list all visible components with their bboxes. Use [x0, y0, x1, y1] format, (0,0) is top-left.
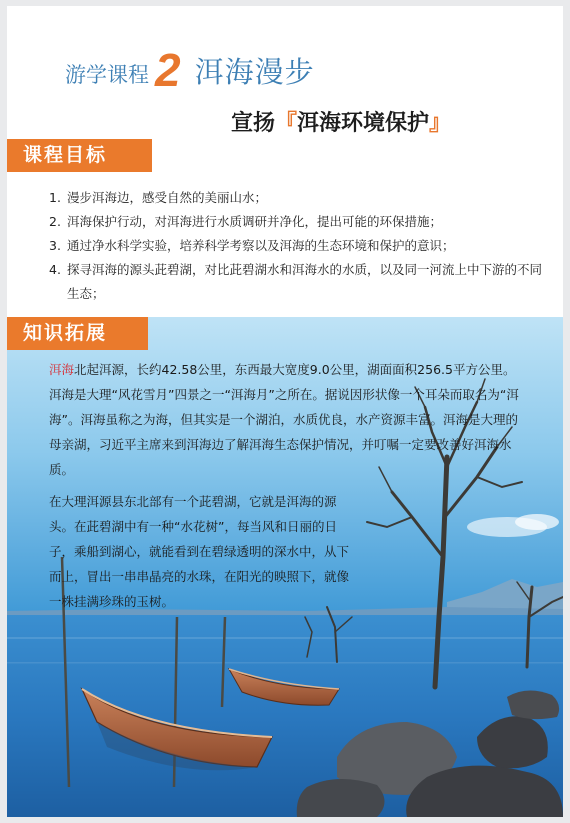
course-name: 洱海漫步	[194, 55, 315, 89]
course-prefix: 游学课程	[65, 63, 149, 87]
knowledge-section-title: 知识拓展	[7, 317, 148, 350]
goal-text: 通过净水科学实验，培养科学考察以及洱海的生态环境和保护的意识；	[67, 238, 455, 253]
course-subtitle	[231, 106, 451, 137]
subtitle-close-bracket: 』	[429, 110, 452, 136]
goal-number: 3.	[49, 238, 61, 253]
highlight-keyword: 洱海	[49, 362, 75, 377]
goal-item	[49, 186, 549, 210]
subtitle-topic: 洱海环境保护	[297, 110, 430, 136]
goal-text: 洱海保护行动，对洱海进行水质调研并净化，提出可能的环保措施；	[67, 214, 443, 229]
goal-item	[49, 210, 549, 234]
goal-item	[49, 234, 549, 258]
goal-text: 探寻洱海的源头茈碧湖，对比茈碧湖水和洱海水的水质，以及同一河流上中下游的不同生态；	[67, 262, 543, 301]
course-page	[7, 6, 563, 817]
paragraph-1-body: 北起洱源，长约42.58公里，东西最大宽度9.0公里，湖面面积256.5平方公里。洱海是大理“风花雪月”四景之一“洱海月”之所在。据说因形状像一个耳朵而取名为“洱海”。洱海虽称之为海，但其实是一个湖泊，水质优良，水产资源丰富。洱海是大理的母亲湖，习近平主席来到洱海边了解洱海生态保护情况，并叮嘱一定要改善好洱海水质。	[49, 362, 519, 477]
knowledge-text	[49, 357, 519, 621]
knowledge-paragraph-2: 在大理洱源县东北部有一个茈碧湖，它就是洱海的源头。在茈碧湖中有一种“水花树”，每当风和日丽的日子，乘船到湖心，就能看到在碧绿透明的深水中，从下而上，冒出一串串晶亮的水珠，在阳光的映照下，就像一株挂满珍珠的玉树。	[49, 494, 350, 609]
goal-text: 漫步洱海边，感受自然的美丽山水；	[67, 190, 268, 205]
goals-section-title: 课程目标	[7, 139, 152, 172]
course-number: 2	[155, 44, 181, 96]
course-heading	[65, 39, 315, 96]
knowledge-paragraph-1	[49, 357, 519, 482]
goals-list	[49, 186, 549, 306]
goal-number: 2.	[49, 214, 61, 229]
goal-number: 4.	[49, 262, 61, 277]
goal-number: 1.	[49, 190, 61, 205]
goal-item	[49, 258, 549, 306]
subtitle-prefix: 宣扬	[231, 110, 276, 136]
subtitle-open-bracket: 『	[275, 110, 298, 136]
